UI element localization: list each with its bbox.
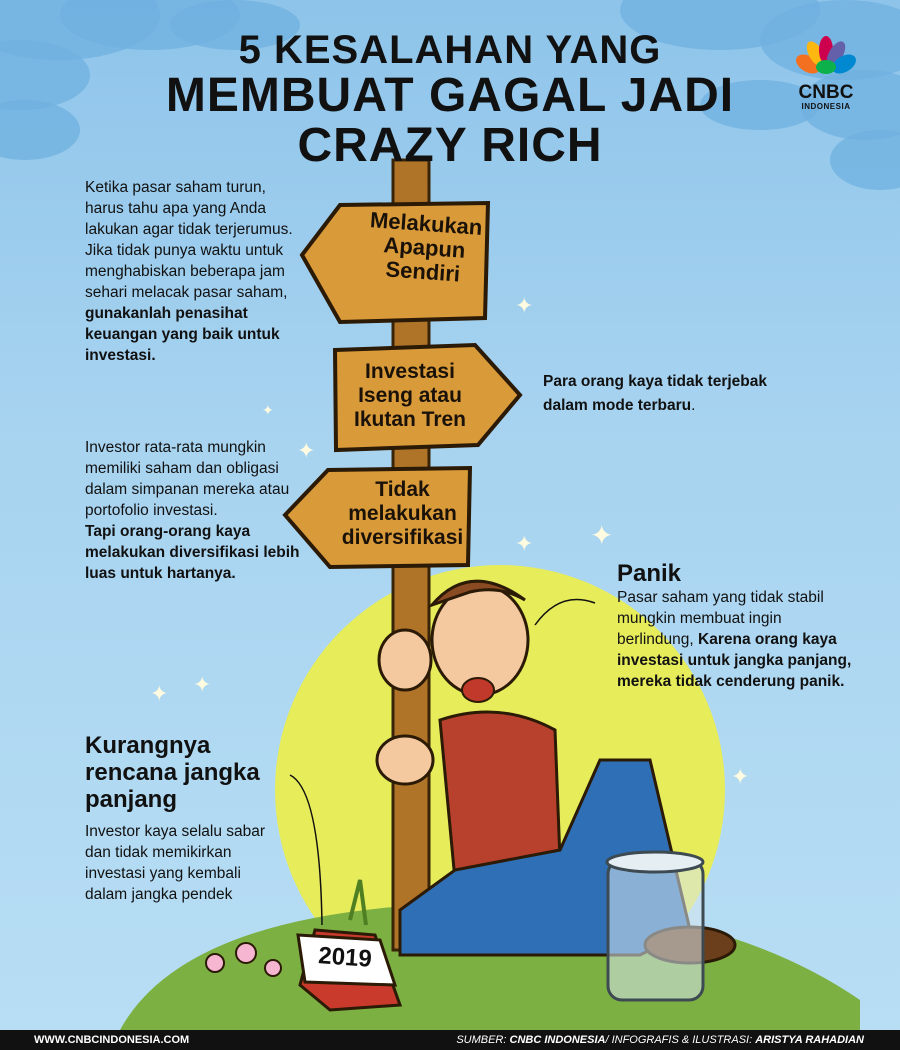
- text-block-3: [85, 437, 300, 584]
- man-hand-upper: [379, 630, 431, 690]
- flower: [265, 960, 281, 976]
- logo-brand: CNBC: [798, 82, 854, 103]
- footer: [0, 1030, 900, 1050]
- calendar-year: 2019: [317, 942, 373, 973]
- cnbc-logo: [786, 36, 866, 111]
- text-block-2: Para orang kaya tidak terjebak dalam mode terbaru.: [543, 373, 768, 414]
- footer-credit: SUMBER: CNBC INDONESIA/ INFOGRAFIS & ILUSTRASI: ARISTYA RAHADIAN: [456, 1034, 864, 1046]
- man-mouth: [462, 678, 494, 702]
- text-block-1-normal: Ketika pasar saham turun, harus tahu apa yang Anda lakukan agar tidak terjerumus. Jika tidak punya waktu untuk menghabiskan beberapa jam sehari melacak pasar saham,: [85, 179, 293, 301]
- peacock-icon: [794, 36, 858, 74]
- text-block-3-normal: Investor rata-rata mungkin memiliki saham dan obligasi dalam simpanan mereka atau portofolio investasi.: [85, 439, 290, 519]
- title-line-2: MEMBUAT GAGAL JADI: [165, 69, 735, 122]
- sparkle-icon: ✦: [193, 672, 212, 697]
- title-line-3: CRAZY RICH: [297, 119, 603, 172]
- footer-website: WWW.CNBCINDONESIA.COM: [34, 1034, 190, 1046]
- text-block-4: [617, 587, 862, 692]
- sparkle-icon: ✦: [515, 531, 534, 556]
- text-block-4-normal: Pasar saham yang tidak stabil mungkin membuat ingin berlindung,: [617, 589, 824, 648]
- text-block-1: [85, 177, 307, 366]
- flower: [206, 954, 224, 972]
- text-block-3-bold: Tapi orang-orang kaya melakukan diversifikasi lebih luas untuk hartanya.: [85, 523, 300, 582]
- kurangnya-heading: Kurangnya rencana jangka panjang: [85, 732, 260, 813]
- page-title: [150, 30, 750, 170]
- sparkle-icon: ✦: [150, 681, 169, 706]
- text-block-5: Investor kaya selalu sabar dan tidak memikirkan investasi yang kembali dalam jangka pendek: [85, 823, 266, 903]
- sign-3-label: Tidak melakukan diversifikasi: [341, 478, 464, 549]
- sparkle-icon: ✦: [297, 438, 316, 463]
- man-hand-lower: [377, 736, 433, 784]
- glass-jar: [608, 860, 703, 1000]
- sparkle-icon: ✦: [262, 402, 274, 418]
- sign-1-label: Melakukan Apapun Sendiri: [369, 207, 484, 287]
- logo-sub: INDONESIA: [801, 102, 851, 111]
- sparkle-icon: ✦: [590, 520, 614, 551]
- sparkle-icon: ✦: [731, 764, 750, 789]
- title-line-1: 5 KESALAHAN YANG: [238, 28, 662, 72]
- text-block-2-bold: Para orang kaya tidak terjebak dalam mode terbaru: [543, 373, 768, 414]
- panik-heading: Panik: [617, 560, 682, 587]
- sign-2-label: Investasi Iseng atau Ikutan Tren: [353, 360, 467, 431]
- flower: [236, 943, 256, 963]
- text-block-4-bold: Karena orang kaya investasi untuk jangka panjang, mereka tidak cenderung panik.: [617, 631, 852, 690]
- sparkle-icon: ✦: [515, 293, 534, 318]
- text-block-1-bold: gunakanlah penasihat keuangan yang baik untuk investasi.: [85, 305, 280, 364]
